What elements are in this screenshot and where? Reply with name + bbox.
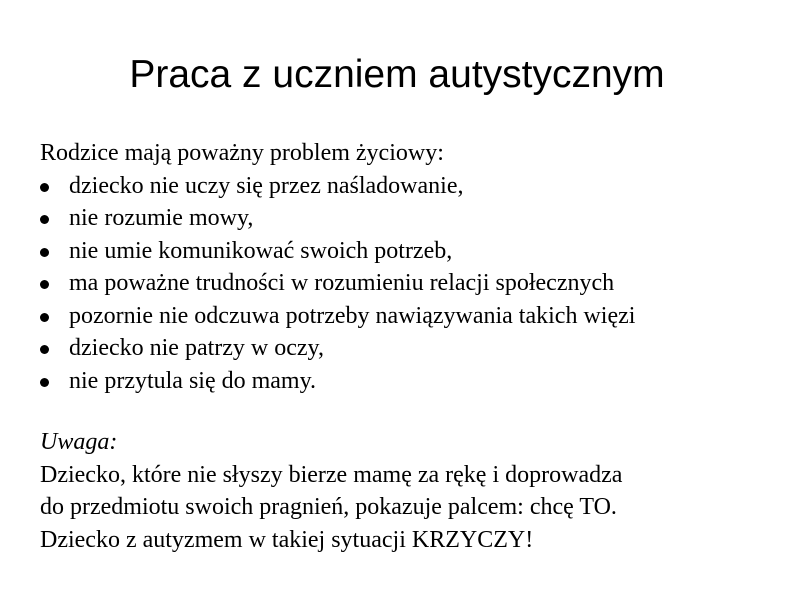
intro-text: Rodzice mają poważny problem życiowy:	[40, 140, 444, 166]
bullet-text: nie przytula się do mamy.	[69, 367, 317, 394]
bullet-item	[40, 170, 780, 203]
bullet-text: nie umie komunikować swoich potrzeb,	[69, 237, 453, 264]
slide-title: Praca z uczniem autystycznym	[129, 53, 665, 96]
bullet-item	[40, 267, 780, 300]
bullet-item	[40, 365, 780, 398]
bullet-text: ma poważne trudności w rozumieniu relacji społecznych	[69, 270, 615, 296]
bullet-text: dziecko nie uczy się przez naśladowanie,	[69, 172, 464, 199]
bullet-item	[40, 300, 780, 333]
bullet-icon	[40, 248, 49, 257]
bullet-icon	[40, 345, 49, 354]
bullet-icon	[40, 313, 49, 322]
note-line: Dziecko, które nie słyszy bierze mamę za rękę i doprowadza	[40, 461, 623, 488]
bullet-list	[40, 170, 780, 398]
slide-body	[40, 137, 780, 556]
bullet-icon	[40, 378, 49, 387]
bullet-text: pozornie nie odczuwa potrzeby nawiązywania takich więzi	[69, 302, 636, 329]
bullet-icon	[40, 183, 49, 192]
bullet-item	[40, 332, 780, 365]
bullet-icon	[40, 215, 49, 224]
bullet-item	[40, 235, 780, 268]
bullet-icon	[40, 280, 49, 289]
note-line: Dziecko z autyzmem w takiej sytuacji KRZYCZY!	[40, 526, 534, 553]
note-block	[40, 426, 780, 556]
note-heading: Uwaga:	[40, 429, 118, 455]
note-line: do przedmiotu swoich pragnień, pokazuje palcem: chcę TO.	[40, 494, 617, 520]
bullet-text: nie rozumie mowy,	[69, 205, 254, 231]
bullet-text: dziecko nie patrzy w oczy,	[69, 335, 324, 361]
bullet-item	[40, 202, 780, 235]
